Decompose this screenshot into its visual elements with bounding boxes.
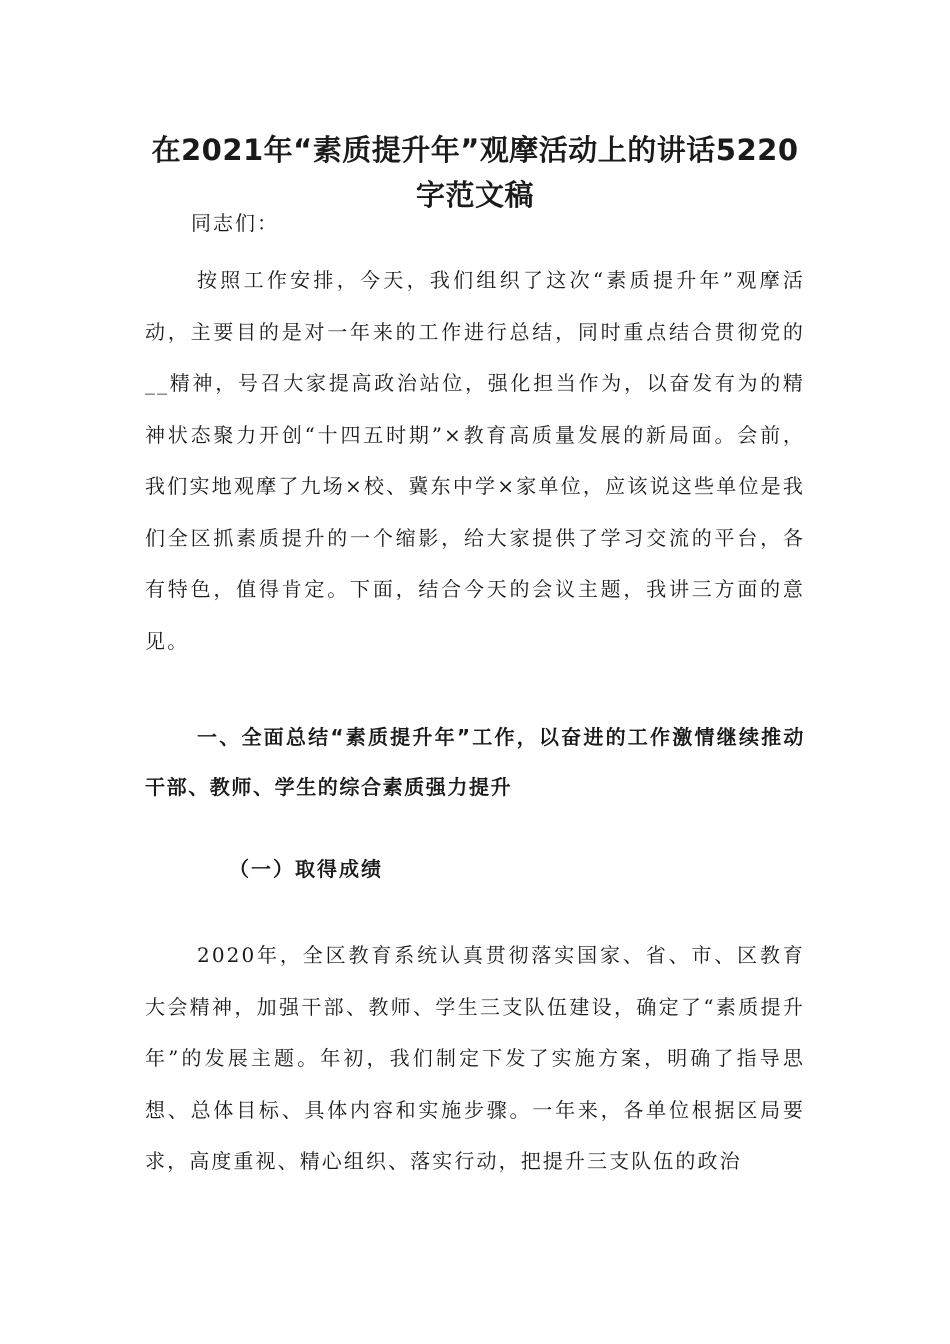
document-title: 在2021年“素质提升年”观摩活动上的讲话5220字范文稿 <box>151 133 799 212</box>
body-paragraph-2: 2020年，全区教育系统认真贯彻落实国家、省、市、区教育大会精神，加强干部、教师、学生三支队伍建设，确定了“素质提升年”的发展主题。年初，我们制定下发了实施方案，明确了指导思想、总体目标、具体内容和实施步骤。一年来，各单位根据区局要求，高度重视、精心组织、落实行动，把提升三支队伍的政治 <box>145 943 805 1173</box>
body-paragraph-1: 按照工作安排，今天，我们组织了这次“素质提升年”观摩活动，主要目的是对一年来的工作进行总结，同时重点结合贯彻党的__精神，号召大家提高政治站位，强化担当作为，以奋发有为的精神状态聚力开创“十四五时期”×教育高质量发展的新局面。会前，我们实地观摩了九场×校、冀东中学×家单位，应该说这些单位是我们全区抓素质提升的一个缩影，给大家提供了学习交流的平台，各有特色，值得肯定。下面，结合今天的会议主题，我讲三方面的意见。 <box>145 268 805 653</box>
section-heading-1: 一、全面总结“素质提升年”工作，以奋进的工作激情继续推动干部、教师、学生的综合素质强力提升 <box>145 725 805 799</box>
salutation: 同志们： <box>191 211 279 235</box>
subsection-heading-1: （一）取得成绩 <box>229 857 383 881</box>
